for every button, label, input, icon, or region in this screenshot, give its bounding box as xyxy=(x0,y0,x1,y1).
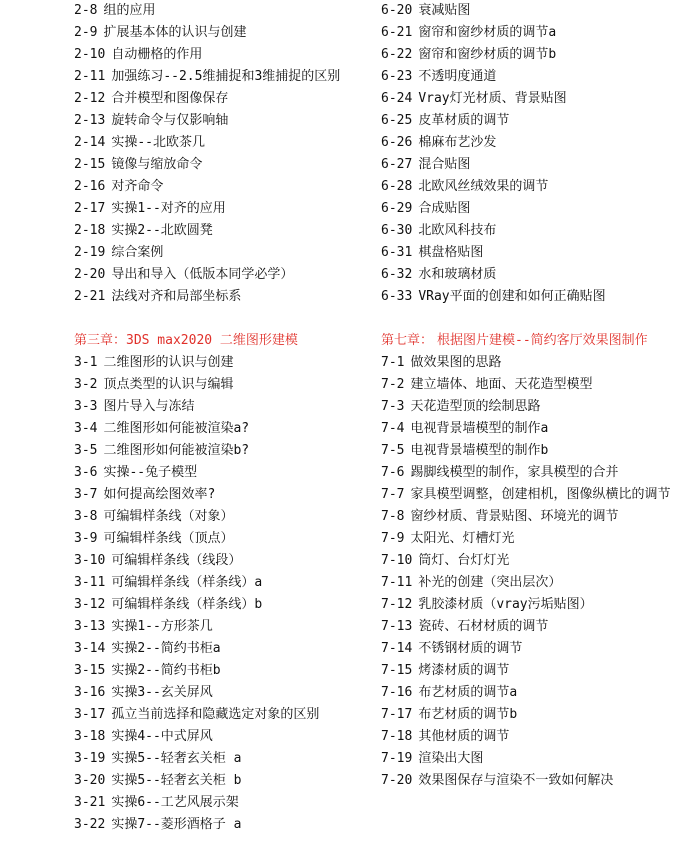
toc-entry xyxy=(74,704,374,726)
toc-entry-number: 6-21 xyxy=(381,25,413,40)
toc-entry-title: 皮革材质的调节 xyxy=(418,113,510,128)
toc-entry-number: 7-1 xyxy=(381,355,405,370)
toc-entry xyxy=(74,220,374,242)
toc-entry-title: 电视背景墙模型的制作a xyxy=(410,421,549,436)
toc-entry-number: 2-16 xyxy=(74,179,106,194)
toc-entry-number: 7-15 xyxy=(381,663,413,678)
toc-entry-number: 3-20 xyxy=(74,773,106,788)
toc-entry-title: 综合案例 xyxy=(111,245,164,260)
toc-entry-number: 3-8 xyxy=(74,509,98,524)
toc-entry-title: 天花造型顶的绘制思路 xyxy=(410,399,541,414)
toc-entry xyxy=(74,572,374,594)
toc-entry xyxy=(381,132,681,154)
toc-entry-number: 2-15 xyxy=(74,157,106,172)
toc-entry xyxy=(74,198,374,220)
toc-entry-title: 棉麻布艺沙发 xyxy=(418,135,497,150)
toc-entry xyxy=(74,110,374,132)
toc-entry-number: 3-9 xyxy=(74,531,98,546)
toc-entry-title: 布艺材质的调节a xyxy=(418,685,518,700)
toc-entry-title: 可编辑样条线（线段） xyxy=(111,553,242,568)
toc-entry xyxy=(74,506,374,528)
toc-entry xyxy=(74,660,374,682)
toc-entry xyxy=(381,0,681,22)
toc-entry xyxy=(74,484,374,506)
toc-entry-title: 可编辑样条线（样条线）b xyxy=(111,597,263,612)
toc-entry-title: 导出和导入（低版本同学必学） xyxy=(111,267,294,282)
toc-entry-title: 实操5--轻奢玄关柜 b xyxy=(111,773,242,788)
toc-entry xyxy=(74,0,374,22)
toc-entry-number: 3-6 xyxy=(74,465,98,480)
toc-entry-number: 6-25 xyxy=(381,113,413,128)
toc-entry xyxy=(381,682,681,704)
toc-entry-title: 窗帘和窗纱材质的调节a xyxy=(418,25,557,40)
toc-entry-title: 自动栅格的作用 xyxy=(111,47,203,62)
toc-entry-number: 2-9 xyxy=(74,25,98,40)
toc-entry-title: 可编辑样条线（样条线）a xyxy=(111,575,263,590)
toc-entry-title: 渲染出大图 xyxy=(418,751,484,766)
toc-entry-number: 6-22 xyxy=(381,47,413,62)
toc-entry xyxy=(74,66,374,88)
toc-entry-title: 图片导入与冻结 xyxy=(103,399,195,414)
toc-entry-number: 3-5 xyxy=(74,443,98,458)
toc-entry-number: 6-27 xyxy=(381,157,413,172)
toc-entry-title: 实操6--工艺风展示架 xyxy=(111,795,239,810)
toc-entry xyxy=(74,44,374,66)
toc-entry-number: 7-19 xyxy=(381,751,413,766)
toc-entry-title: 棋盘格贴图 xyxy=(418,245,484,260)
toc-entry-title: 北欧风丝绒效果的调节 xyxy=(418,179,549,194)
toc-entry-number: 3-15 xyxy=(74,663,106,678)
toc-entry-number: 3-22 xyxy=(74,817,106,832)
toc-entry xyxy=(381,176,681,198)
toc-entry-number: 3-10 xyxy=(74,553,106,568)
toc-entry xyxy=(381,616,681,638)
toc-entry-number: 7-10 xyxy=(381,553,413,568)
toc-entry-number: 6-33 xyxy=(381,289,413,304)
toc-entry-title: 实操1--对齐的应用 xyxy=(111,201,226,216)
toc-entry xyxy=(381,638,681,660)
toc-entry xyxy=(74,396,374,418)
toc-entry-title: 孤立当前选择和隐藏选定对象的区别 xyxy=(111,707,320,722)
toc-entry-title: 不透明度通道 xyxy=(418,69,497,84)
toc-entry xyxy=(74,286,374,308)
toc-entry-number: 7-8 xyxy=(381,509,405,524)
chapter-3-heading: 第三章：3DS max2020 二维图形建模 xyxy=(74,333,298,348)
toc-entry xyxy=(74,264,374,286)
toc-entry-number: 2-12 xyxy=(74,91,106,106)
toc-entry xyxy=(74,726,374,748)
toc-entry xyxy=(74,748,374,770)
toc-entry xyxy=(74,176,374,198)
toc-entry-title: 家具模型调整，创建相机，图像纵横比的调节 xyxy=(410,487,671,502)
toc-entry xyxy=(74,418,374,440)
toc-entry-title: 如何提高绘图效率? xyxy=(103,487,216,502)
toc-entry xyxy=(381,660,681,682)
toc-entry-number: 3-21 xyxy=(74,795,106,810)
toc-entry-title: 混合贴图 xyxy=(418,157,471,172)
toc-entry xyxy=(381,418,681,440)
toc-entry-title: 加强练习--2.5维捕捉和3维捕捉的区别 xyxy=(111,69,341,84)
toc-entry-number: 2-10 xyxy=(74,47,106,62)
toc-entry-title: 合成贴图 xyxy=(418,201,471,216)
toc-entry-number: 7-6 xyxy=(381,465,405,480)
toc-entry-number: 3-4 xyxy=(74,421,98,436)
toc-entry-title: VRay平面的创建和如何正确贴图 xyxy=(418,289,606,304)
toc-entry-number: 3-19 xyxy=(74,751,106,766)
toc-entry-title: 组的应用 xyxy=(103,3,156,18)
toc-entry xyxy=(381,440,681,462)
chapter-7-title: 根据图片建模--简约客厅效果图制作 xyxy=(437,333,648,348)
toc-entry xyxy=(381,242,681,264)
toc-entry-number: 6-32 xyxy=(381,267,413,282)
toc-entry-title: 合并模型和图像保存 xyxy=(111,91,229,106)
toc-entry-number: 7-11 xyxy=(381,575,413,590)
toc-entry xyxy=(381,154,681,176)
toc-entry-number: 7-20 xyxy=(381,773,413,788)
toc-entry-number: 7-17 xyxy=(381,707,413,722)
toc-entry xyxy=(381,528,681,550)
toc-entry-number: 7-12 xyxy=(381,597,413,612)
right-column xyxy=(381,0,681,792)
toc-entry-number: 2-14 xyxy=(74,135,106,150)
toc-entry-title: 建立墙体、地面、天花造型模型 xyxy=(410,377,593,392)
toc-entry-number: 3-7 xyxy=(74,487,98,502)
toc-entry-title: 实操4--中式屏风 xyxy=(111,729,213,744)
toc-entry-title: 实操5--轻奢玄关柜 a xyxy=(111,751,242,766)
toc-entry xyxy=(381,462,681,484)
right-list-top xyxy=(381,0,681,308)
toc-entry-title: 衰减贴图 xyxy=(418,3,471,18)
toc-entry-title: 实操2--简约书柜a xyxy=(111,641,221,656)
toc-entry xyxy=(381,88,681,110)
toc-entry-title: 法线对齐和局部坐标系 xyxy=(111,289,242,304)
toc-entry-number: 2-11 xyxy=(74,69,106,84)
toc-entry xyxy=(74,616,374,638)
toc-entry-title: 窗纱材质、背景贴图、环境光的调节 xyxy=(410,509,619,524)
toc-entry-number: 2-19 xyxy=(74,245,106,260)
toc-entry xyxy=(381,506,681,528)
toc-entry xyxy=(381,220,681,242)
toc-entry xyxy=(74,154,374,176)
toc-entry-title: 太阳光、灯槽灯光 xyxy=(410,531,515,546)
toc-entry-title: 电视背景墙模型的制作b xyxy=(410,443,549,458)
toc-entry-number: 3-18 xyxy=(74,729,106,744)
right-list-bottom xyxy=(381,352,681,792)
toc-entry-number: 7-3 xyxy=(381,399,405,414)
toc-entry xyxy=(381,550,681,572)
toc-entry-title: 顶点类型的认识与编辑 xyxy=(103,377,234,392)
toc-entry xyxy=(74,792,374,814)
toc-entry xyxy=(74,682,374,704)
toc-entry-number: 7-5 xyxy=(381,443,405,458)
toc-entry-number: 6-30 xyxy=(381,223,413,238)
toc-entry-number: 2-21 xyxy=(74,289,106,304)
toc-entry-title: 北欧风科技布 xyxy=(418,223,497,238)
left-column xyxy=(74,0,374,836)
toc-entry xyxy=(74,88,374,110)
toc-entry-number: 3-16 xyxy=(74,685,106,700)
toc-entry-title: 窗帘和窗纱材质的调节b xyxy=(418,47,557,62)
toc-entry-title: 对齐命令 xyxy=(111,179,164,194)
toc-entry xyxy=(381,198,681,220)
toc-entry-number: 2-13 xyxy=(74,113,106,128)
left-list-top xyxy=(74,0,374,308)
toc-entry xyxy=(381,22,681,44)
toc-entry-title: 可编辑样条线（对象） xyxy=(103,509,234,524)
toc-entry-number: 6-24 xyxy=(381,91,413,106)
toc-entry-title: 做效果图的思路 xyxy=(410,355,502,370)
toc-entry xyxy=(74,374,374,396)
toc-entry xyxy=(381,264,681,286)
toc-entry-number: 3-11 xyxy=(74,575,106,590)
chapter-7-label: 第七章： xyxy=(381,333,434,348)
toc-entry xyxy=(381,770,681,792)
toc-entry-title: 实操7--菱形酒格子 a xyxy=(111,817,242,832)
toc-entry-title: 乳胶漆材质（vray污垢贴图） xyxy=(418,597,593,612)
toc-entry xyxy=(381,594,681,616)
toc-entry-number: 3-1 xyxy=(74,355,98,370)
toc-entry xyxy=(74,550,374,572)
toc-entry xyxy=(74,594,374,616)
toc-entry xyxy=(381,352,681,374)
toc-entry-number: 7-13 xyxy=(381,619,413,634)
toc-entry-title: 二维图形的认识与创建 xyxy=(103,355,234,370)
toc-entry-title: Vray灯光材质、背景贴图 xyxy=(418,91,567,106)
toc-entry-title: 二维图形如何能被渲染b? xyxy=(103,443,250,458)
toc-entry-title: 补光的创建（突出层次） xyxy=(418,575,562,590)
toc-entry xyxy=(74,814,374,836)
toc-entry-title: 实操--北欧茶几 xyxy=(111,135,205,150)
toc-entry-title: 效果图保存与渲染不一致如何解决 xyxy=(418,773,614,788)
toc-entry-number: 6-29 xyxy=(381,201,413,216)
toc-entry xyxy=(381,44,681,66)
toc-entry xyxy=(381,704,681,726)
toc-entry xyxy=(74,462,374,484)
toc-entry-number: 2-17 xyxy=(74,201,106,216)
left-list-bottom xyxy=(74,352,374,836)
toc-entry-number: 2-18 xyxy=(74,223,106,238)
toc-entry xyxy=(74,352,374,374)
toc-entry-number: 7-14 xyxy=(381,641,413,656)
toc-entry xyxy=(74,638,374,660)
toc-entry-number: 7-16 xyxy=(381,685,413,700)
toc-entry xyxy=(381,110,681,132)
toc-entry xyxy=(381,572,681,594)
toc-entry-title: 不锈钢材质的调节 xyxy=(418,641,523,656)
toc-entry-title: 实操2--北欧圆凳 xyxy=(111,223,213,238)
toc-entry-title: 镜像与缩放命令 xyxy=(111,157,203,172)
toc-entry-title: 实操3--玄关屏风 xyxy=(111,685,213,700)
toc-entry-title: 实操--兔子模型 xyxy=(103,465,198,480)
toc-entry-title: 其他材质的调节 xyxy=(418,729,510,744)
toc-entry-title: 实操2--简约书柜b xyxy=(111,663,221,678)
toc-entry-title: 水和玻璃材质 xyxy=(418,267,497,282)
toc-entry-number: 3-13 xyxy=(74,619,106,634)
toc-entry-number: 3-17 xyxy=(74,707,106,722)
toc-entry xyxy=(381,748,681,770)
toc-entry-number: 3-14 xyxy=(74,641,106,656)
toc-entry-title: 扩展基本体的认识与创建 xyxy=(103,25,247,40)
toc-entry xyxy=(74,132,374,154)
toc-entry-title: 踢脚线模型的制作，家具模型的合并 xyxy=(410,465,619,480)
toc-entry xyxy=(381,484,681,506)
toc-entry xyxy=(74,528,374,550)
toc-entry-number: 7-4 xyxy=(381,421,405,436)
toc-entry-number: 6-26 xyxy=(381,135,413,150)
toc-entry-title: 烤漆材质的调节 xyxy=(418,663,510,678)
toc-entry-number: 2-20 xyxy=(74,267,106,282)
toc-entry-title: 布艺材质的调节b xyxy=(418,707,518,722)
toc-entry-title: 可编辑样条线（顶点） xyxy=(103,531,234,546)
toc-entry-title: 筒灯、台灯灯光 xyxy=(418,553,510,568)
toc-entry-number: 6-28 xyxy=(381,179,413,194)
toc-entry xyxy=(381,396,681,418)
toc-entry xyxy=(381,374,681,396)
chapter-7-heading xyxy=(381,330,681,352)
toc-entry-number: 6-20 xyxy=(381,3,413,18)
toc-entry xyxy=(74,440,374,462)
toc-entry-title: 二维图形如何能被渲染a? xyxy=(103,421,250,436)
toc-entry-number: 6-23 xyxy=(381,69,413,84)
toc-entry xyxy=(381,726,681,748)
toc-entry-title: 瓷砖、石材材质的调节 xyxy=(418,619,549,634)
toc-entry-number: 7-9 xyxy=(381,531,405,546)
toc-entry xyxy=(381,286,681,308)
toc-entry-number: 2-8 xyxy=(74,3,98,18)
toc-entry-number: 3-2 xyxy=(74,377,98,392)
toc-entry-number: 7-18 xyxy=(381,729,413,744)
toc-entry-number: 7-2 xyxy=(381,377,405,392)
toc-entry-title: 旋转命令与仅影响轴 xyxy=(111,113,229,128)
toc-entry xyxy=(74,242,374,264)
toc-entry-number: 7-7 xyxy=(381,487,405,502)
toc-entry-title: 实操1--方形茶几 xyxy=(111,619,213,634)
toc-entry-number: 3-3 xyxy=(74,399,98,414)
toc-entry xyxy=(381,66,681,88)
toc-entry-number: 6-31 xyxy=(381,245,413,260)
toc-entry xyxy=(74,770,374,792)
toc-entry xyxy=(74,22,374,44)
toc-entry-number: 3-12 xyxy=(74,597,106,612)
